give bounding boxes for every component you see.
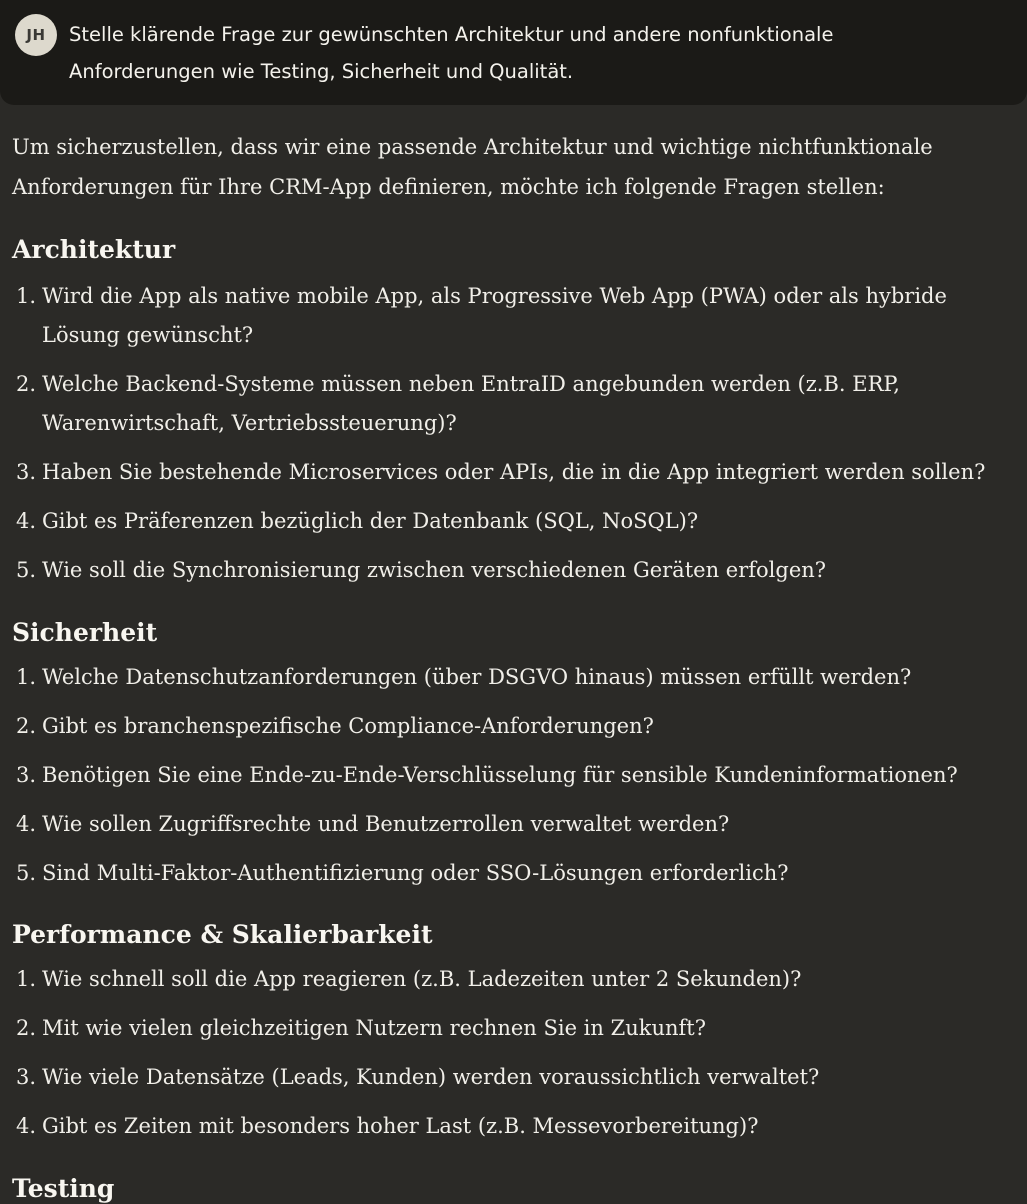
section-heading-architektur: Architektur	[12, 235, 176, 264]
section-heading-performance: Performance & Skalierbarkeit	[12, 920, 433, 949]
user-message-text: Stelle klärende Frage zur gewünschten Architektur und andere nonfunktionale Anforderungen wie Testing, Sicherheit und Qualität.	[69, 23, 834, 83]
list-sicherheit	[12, 658, 1017, 903]
list-item: 2. Gibt es branchenspezifische Compliance-Anforderungen?	[16, 714, 654, 738]
list-item: 1. Wird die App als native mobile App, als Progressive Web App (PWA) oder als hybride Lösung gewünscht?	[16, 284, 947, 347]
list-item: 1. Wie schnell soll die App reagieren (z.B. Ladezeiten unter 2 Sekunden)?	[16, 967, 802, 991]
list-architektur	[12, 277, 1017, 600]
section-heading-testing: Testing	[12, 1174, 115, 1203]
response-intro: Um sicherzustellen, dass wir eine passende Architektur und wichtige nichtfunktionale Anforderungen für Ihre CRM-App definieren, möchte ich folgende Fragen stellen:	[12, 135, 933, 199]
list-item: 4. Gibt es Zeiten mit besonders hoher Last (z.B. Messevorbereitung)?	[16, 1114, 759, 1138]
assistant-response	[12, 127, 1017, 1203]
list-item: 1. Welche Datenschutzanforderungen (über DSGVO hinaus) müssen erfüllt werden?	[16, 665, 912, 689]
section-heading-sicherheit: Sicherheit	[12, 618, 158, 647]
user-message-bubble	[0, 0, 1027, 105]
list-performance	[12, 960, 1017, 1156]
list-item: 2. Welche Backend-Systeme müssen neben EntraID angebunden werden (z.B. ERP, Warenwirtschaft, Vertriebssteuerung)?	[16, 372, 900, 435]
list-item: 3. Benötigen Sie eine Ende-zu-Ende-Verschlüsselung für sensible Kundeninformationen?	[16, 763, 958, 787]
list-item: 4. Gibt es Präferenzen bezüglich der Datenbank (SQL, NoSQL)?	[16, 509, 699, 533]
list-item: 3. Wie viele Datensätze (Leads, Kunden) werden voraussichtlich verwaltet?	[16, 1065, 820, 1089]
list-item: 2. Mit wie vielen gleichzeitigen Nutzern rechnen Sie in Zukunft?	[16, 1016, 706, 1040]
user-avatar: JH	[15, 14, 57, 56]
list-item: 5. Sind Multi-Faktor-Authentifizierung oder SSO-Lösungen erforderlich?	[16, 861, 789, 885]
list-item: 3. Haben Sie bestehende Microservices oder APIs, die in die App integriert werden sollen?	[16, 460, 986, 484]
list-item: 5. Wie soll die Synchronisierung zwischen verschiedenen Geräten erfolgen?	[16, 558, 827, 582]
list-item: 4. Wie sollen Zugriffsrechte und Benutzerrollen verwaltet werden?	[16, 812, 730, 836]
